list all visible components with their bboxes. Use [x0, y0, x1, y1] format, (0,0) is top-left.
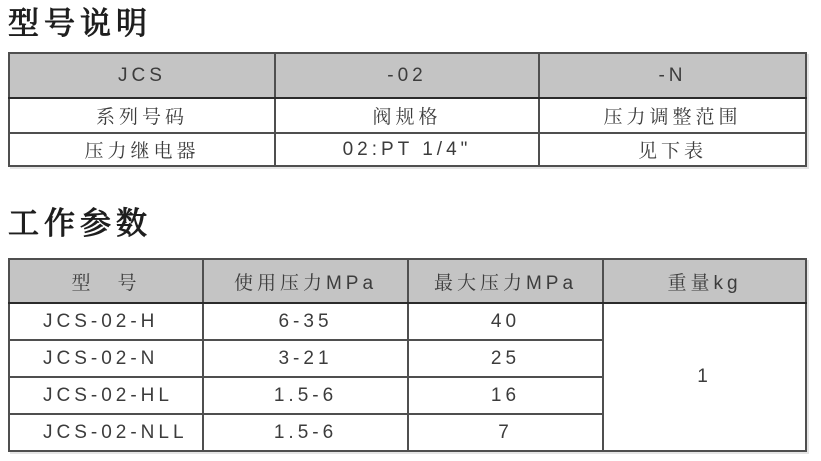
working-parameters-table — [8, 258, 807, 452]
working-pressure-cell: 6-35 — [203, 303, 408, 340]
model-code-table — [8, 52, 807, 167]
params-header-model: 型 号 — [9, 259, 203, 303]
params-header-row — [9, 259, 806, 303]
working-pressure-cell: 1.5-6 — [203, 377, 408, 414]
table-row — [9, 303, 806, 340]
see-table-below-cell: 见下表 — [539, 133, 806, 166]
working-pressure-cell: 3-21 — [203, 340, 408, 377]
model-description-title: 型号说明 — [8, 6, 152, 41]
pressure-switch-cell: 压力继电器 — [9, 133, 275, 166]
params-header-weight: 重量kg — [603, 259, 806, 303]
params-header-max-pressure: 最大压力MPa — [408, 259, 603, 303]
max-pressure-cell: 16 — [408, 377, 603, 414]
max-pressure-cell: 40 — [408, 303, 603, 340]
max-pressure-cell: 7 — [408, 414, 603, 451]
model-cell: JCS-02-HL — [9, 377, 203, 414]
max-pressure-cell: 25 — [408, 340, 603, 377]
pressure-range-label-cell: 压力调整范围 — [539, 98, 806, 133]
table-row — [9, 133, 806, 166]
table-row — [9, 98, 806, 133]
model-cell: JCS-02-N — [9, 340, 203, 377]
model-code-header-row — [9, 53, 806, 98]
model-cell: JCS-02-H — [9, 303, 203, 340]
model-code-header-series: JCS — [9, 53, 275, 98]
model-code-header-range: -N — [539, 53, 806, 98]
series-label-cell: 系列号码 — [9, 98, 275, 133]
model-code-header-size: -02 — [275, 53, 539, 98]
port-thread-cell: 02:PT 1/4" — [275, 133, 539, 166]
weight-merged-cell: 1 — [603, 303, 806, 451]
model-cell: JCS-02-NLL — [9, 414, 203, 451]
working-parameters-title: 工作参数 — [8, 206, 152, 241]
working-pressure-cell: 1.5-6 — [203, 414, 408, 451]
params-header-working-pressure: 使用压力MPa — [203, 259, 408, 303]
valve-size-label-cell: 阀规格 — [275, 98, 539, 133]
